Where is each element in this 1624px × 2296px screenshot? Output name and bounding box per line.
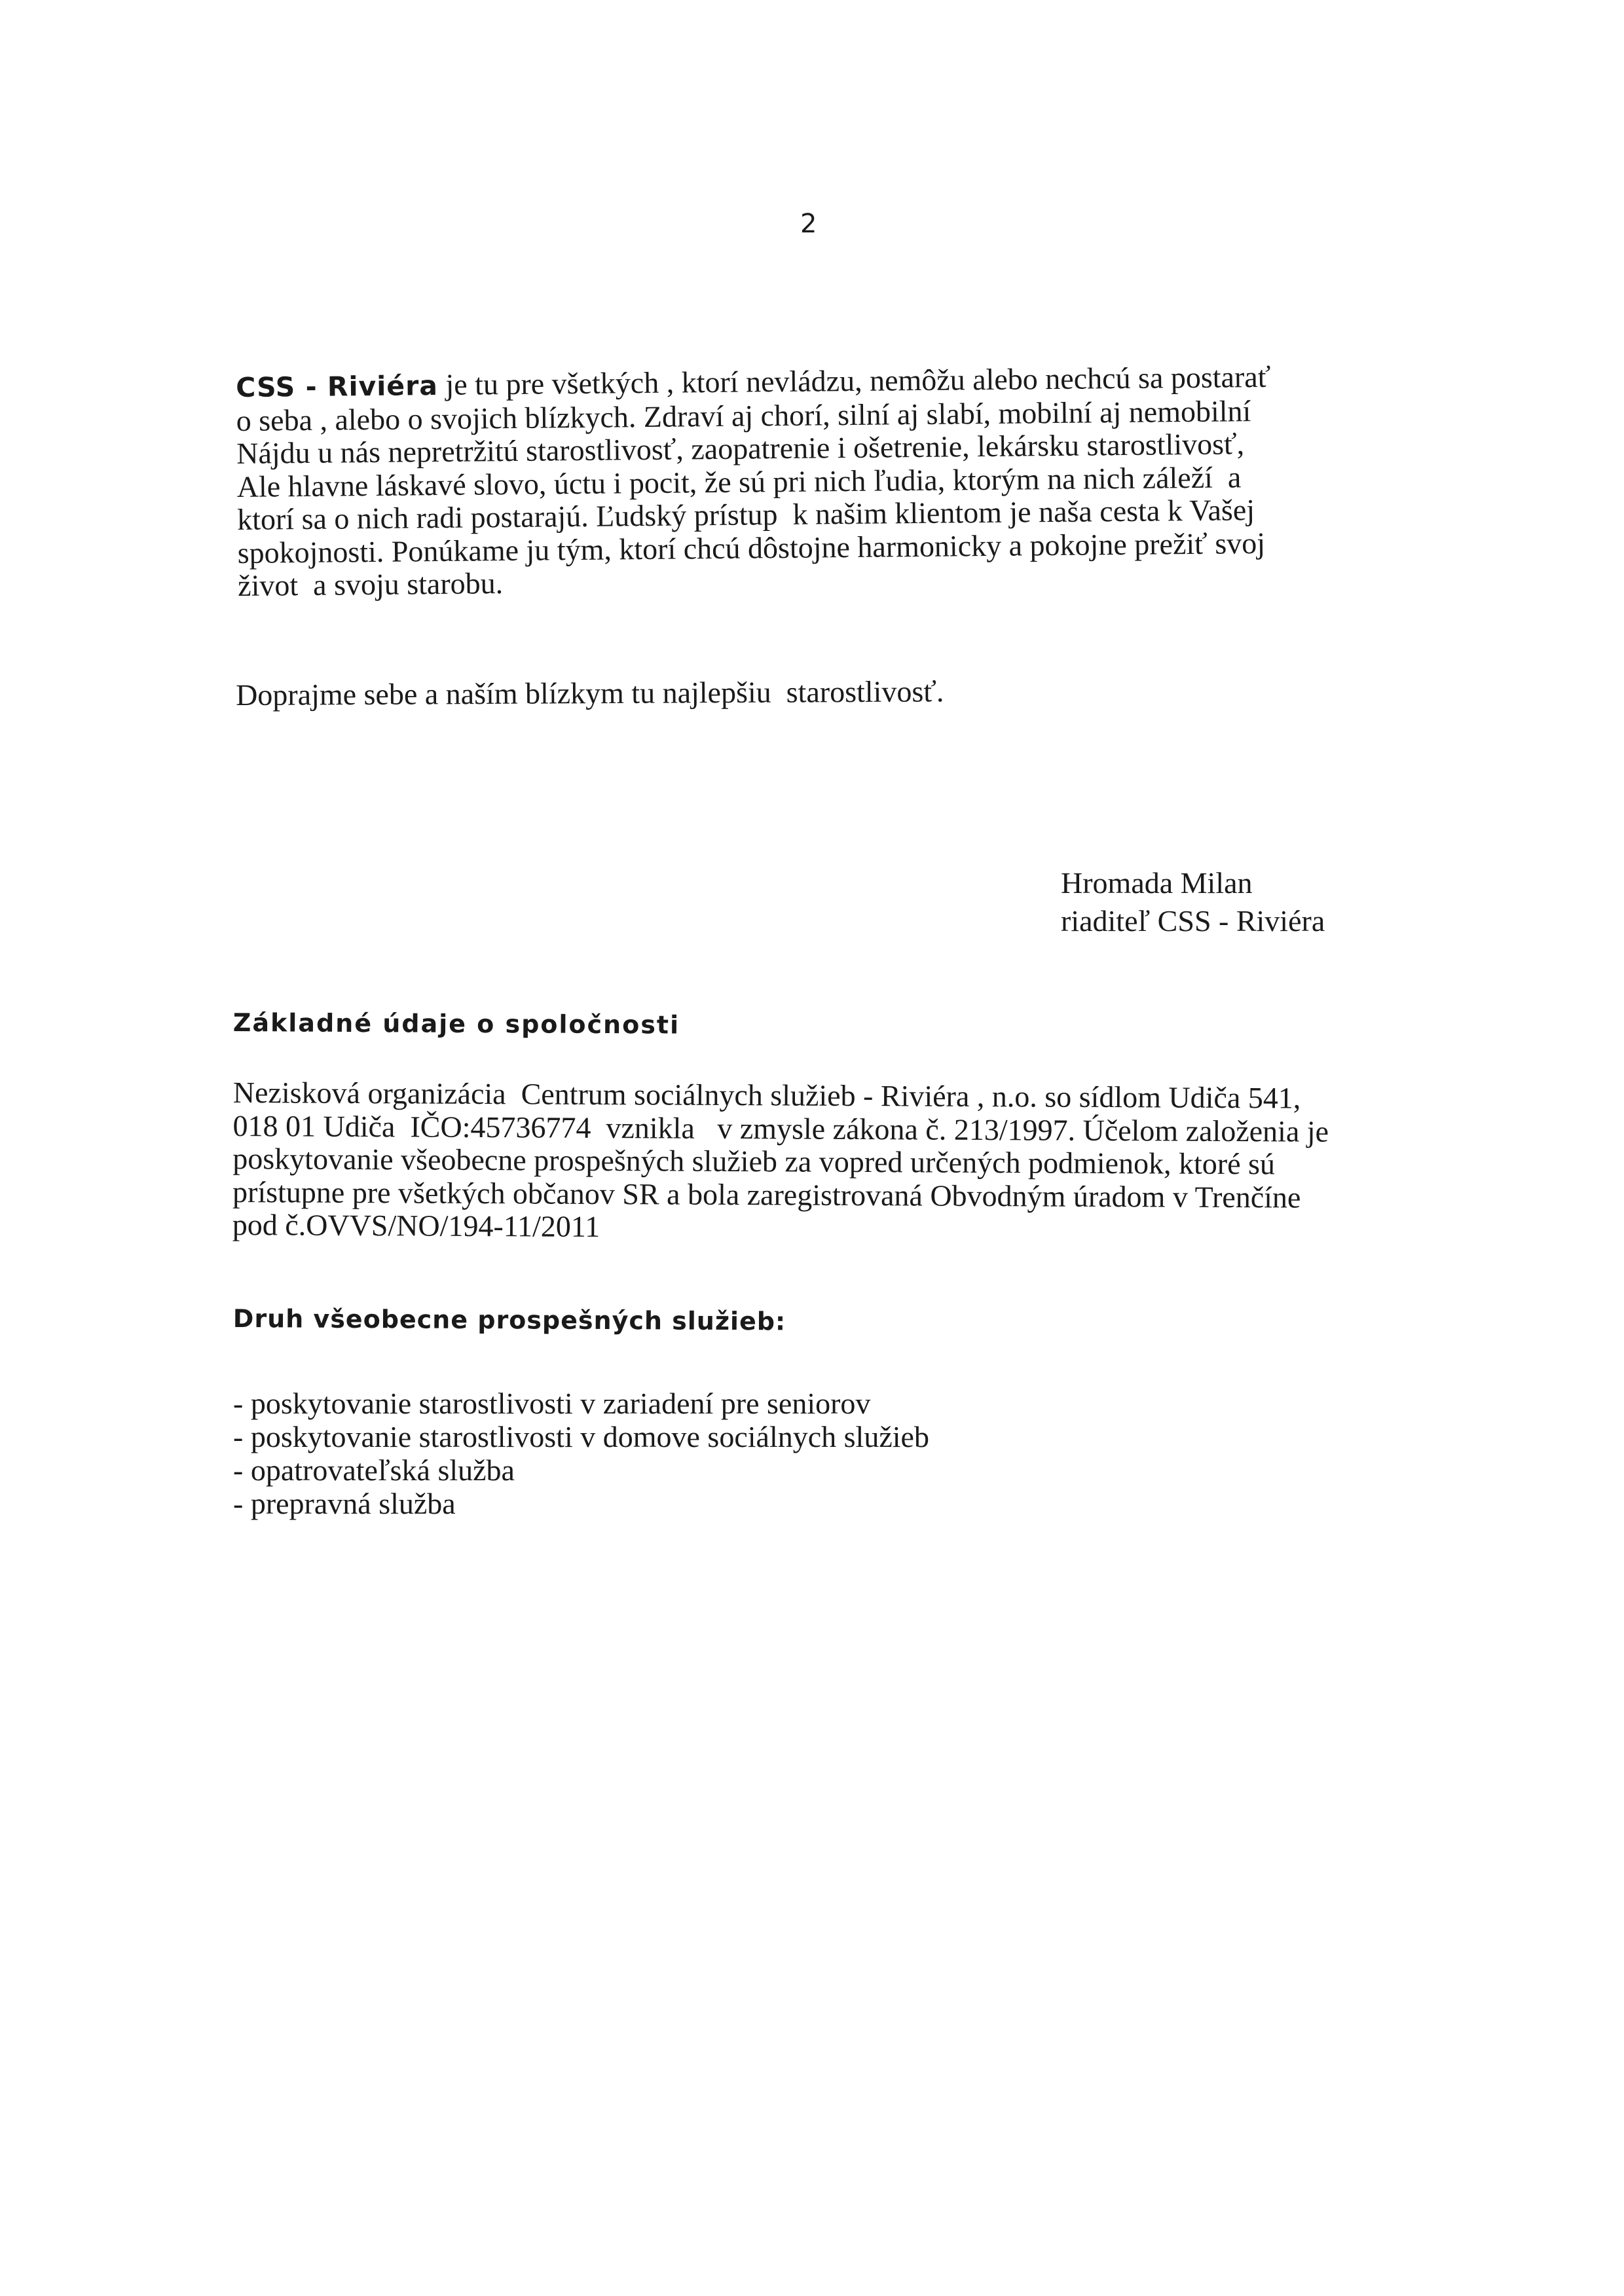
service-item: - poskytovanie starostlivosti v domove sociálnych služieb [233,1420,929,1453]
company-paragraph [232,1076,1464,1248]
page-number: 2 [800,209,817,239]
service-item: - opatrovateľská služba [233,1453,515,1487]
company-line: prístupne pre všetkých občanov SR a bola zaregistrovaná Obvodným úradom v Trenčíne [232,1175,1301,1214]
services-section-heading: Druh všeobecne prospešných služieb: [232,1304,786,1336]
service-item: - poskytovanie starostlivosti v zariadení pre seniorov [233,1387,871,1420]
company-line: Nezisková organizácia Centrum sociálnych služieb - Riviéra , n.o. so sídlom Udiča 541, [232,1076,1301,1115]
signatory-title: riaditeľ CSS - Riviéra [1061,904,1325,938]
intro-line: spokojnosti. Ponúkame ju tým, ktorí chcú dôstojne harmonicky a pokojne prežiť svoj [237,526,1266,570]
service-item: - prepravná služba [233,1487,456,1520]
intro-line: o seba , alebo o svojich blízkych. Zdraví aj chorí, silní aj slabí, mobilní aj nemobilní [236,393,1251,437]
intro-line: život a svoju starobu. [237,566,504,602]
company-line: pod č.OVVS/NO/194-11/2011 [232,1207,600,1243]
intro-line: Nájdu u nás nepretržitú starostlivosť, zaopatrenie i ošetrenie, lekársku starostlivosť, [236,427,1245,470]
company-section-heading: Základné údaje o spoločnosti [232,1008,680,1040]
company-line: poskytovanie všeobecne prospešných služieb za vopred určených podmienok, ktoré sú [232,1141,1276,1181]
signature-block [1061,864,1325,940]
intro-first-line-text: je tu pre všetkých , ktorí nevládzu, nemôžu alebo nechcú sa postarať [437,359,1271,402]
intro-line: ktorí sa o nich radi postarajú. Ľudský prístup k našim klientom je naša cesta k Vašej [236,493,1255,536]
company-line: 018 01 Udiča IČO:45736774 vznikla v zmysle zákona č. 213/1997. Účelom založenia je [232,1108,1329,1148]
intro-paragraph [236,359,1456,602]
signatory-name: Hromada Milan [1061,866,1253,900]
intro-line: Ale hlavne láskavé slovo, úctu i pocit, že sú pri nich ľudia, ktorým na nich záleží a [236,460,1242,503]
services-list [233,1387,929,1520]
brand-name: CSS - Riviéra [236,370,439,403]
closing-sentence: Doprajme sebe a naším blízkym tu najlepšiu starostlivosť. [236,674,944,712]
